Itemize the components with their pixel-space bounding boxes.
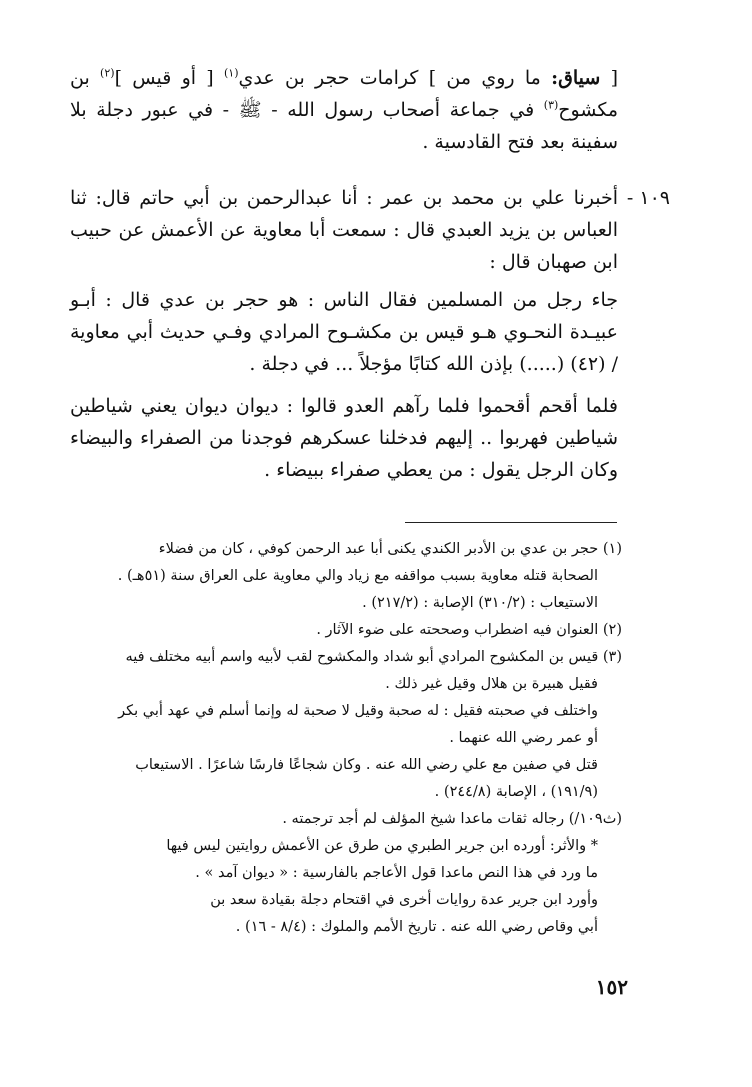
athar-line-3: وأورد ابن جرير عدة روايات أخرى في اقتحام دجلة بقيادة سعد بن [210,892,598,908]
footnote-ref-3: (٣) [543,98,559,112]
open-bracket: [ [610,67,618,89]
hadith-matn-1: جاء رجل من المسلمين فقال الناس : هو حجر بن عدي قال : أبـو عبيـدة النحـوي هـو قيس بن مكشـوح المرادي وفـي حديث أبي معاوية / (٤٢) (.....) بإذن الله كتابًا مؤجلاً ... في دجلة . [70,289,618,375]
footnote-separator [405,522,617,523]
page-number: ١٥٢ [595,975,628,999]
footnote-1-line-2: الصحابة قتله معاوية بسبب مواقفه مع زياد والي معاوية على العراق سنة (٥١هـ) . [117,568,598,584]
footnotes [70,536,622,941]
hadith-109 [70,182,670,486]
hadith-matn-2: فلما أقحم أقحموا فلما رآهم العدو قالوا : ديوان ديوان يعني شياطين شياطين فهربوا .. إليهم فدخلنا عسكرهم فوجدنا من الصفراء والبيضاء وكان الرجل يقول : من يعطي صفراء ببيضاء . [70,395,618,481]
footnote-3-line-2: فقيل هبيرة بن هلال وقيل غير ذلك . [385,676,598,692]
footnote-2: (٢) العنوان فيه اضطراب وصححته على ضوء الآثار . [316,622,622,638]
footnote-3-line-5: قتل في صفين مع علي رضي الله عنه . وكان شجاعًا فارسًا شاعرًا . الاستيعاب [135,757,598,773]
footnote-1-line-3: الاستيعاب : (٣١٠/٢) الإصابة : (٢١٧/٢) . [362,595,598,611]
heading-text-3: بن مكشوح [70,67,618,121]
footnote-ref-1: (١) [224,66,239,80]
main-text [70,62,670,486]
footnote-ref-2: (٢) [100,66,115,80]
footnote-thiqat: (ث١٠٩/) رجاله ثقات ماعدا شيخ المؤلف لم أجد ترجمته . [282,811,622,827]
hadith-number: ١٠٩ - [626,187,670,209]
footnote-3-line-1: (٣) قيس بن المكشوح المرادي أبو شداد والمكشوح لقب لأبيه واسم أبيه مختلف فيه [125,649,622,665]
hadith-isnad: أخبرنا علي بن محمد بن عمر : أنا عبدالرحمن بن أبي حاتم قال: ثنا العباس بن يزيد العبدي قال : سمعت أبا معاوية عن الأعمش عن حبيب ابن صهبان قال : [70,187,618,273]
athar-line-4: أبي وقاص رضي الله عنه . تاريخ الأمم والملوك : (٨/٤ - ١٦) . [235,919,598,935]
section-heading [70,62,618,158]
athar-line-2: ما ورد في هذا النص ماعدا قول الأعاجم بالفارسية : « ديوان آمد » . [195,865,598,881]
footnote-3-line-3: واختلف في صحبته فقيل : له صحبة وقيل لا صحبة له وإنما أسلم في عهد أبي بكر [118,703,598,719]
athar-line-1: * والأثر: أورده ابن جرير الطبري من طرق عن الأعمش روايتين ليس فيها [166,838,598,854]
footnote-3-line-4: أو عمر رضي الله عنهما . [449,730,598,746]
heading-text-1: ما روي من ] كرامات حجر بن عدي [238,67,541,89]
heading-label: سياق: [551,67,601,89]
footnote-1-line-1: (١) حجر بن عدي بن الأدبر الكندي يكنى أبا عبد الرحمن كوفي ، كان من فضلاء [158,541,622,557]
heading-text-4: في جماعة أصحاب رسول الله - ﷺ - في عبور دجلة بلا سفينة بعد فتح القادسية . [70,99,618,153]
heading-text-2: [ أو قيس ] [114,67,214,89]
footnote-3-line-6: (١٩١/٩) ، الإصابة (٢٤٤/٨) . [434,784,598,800]
